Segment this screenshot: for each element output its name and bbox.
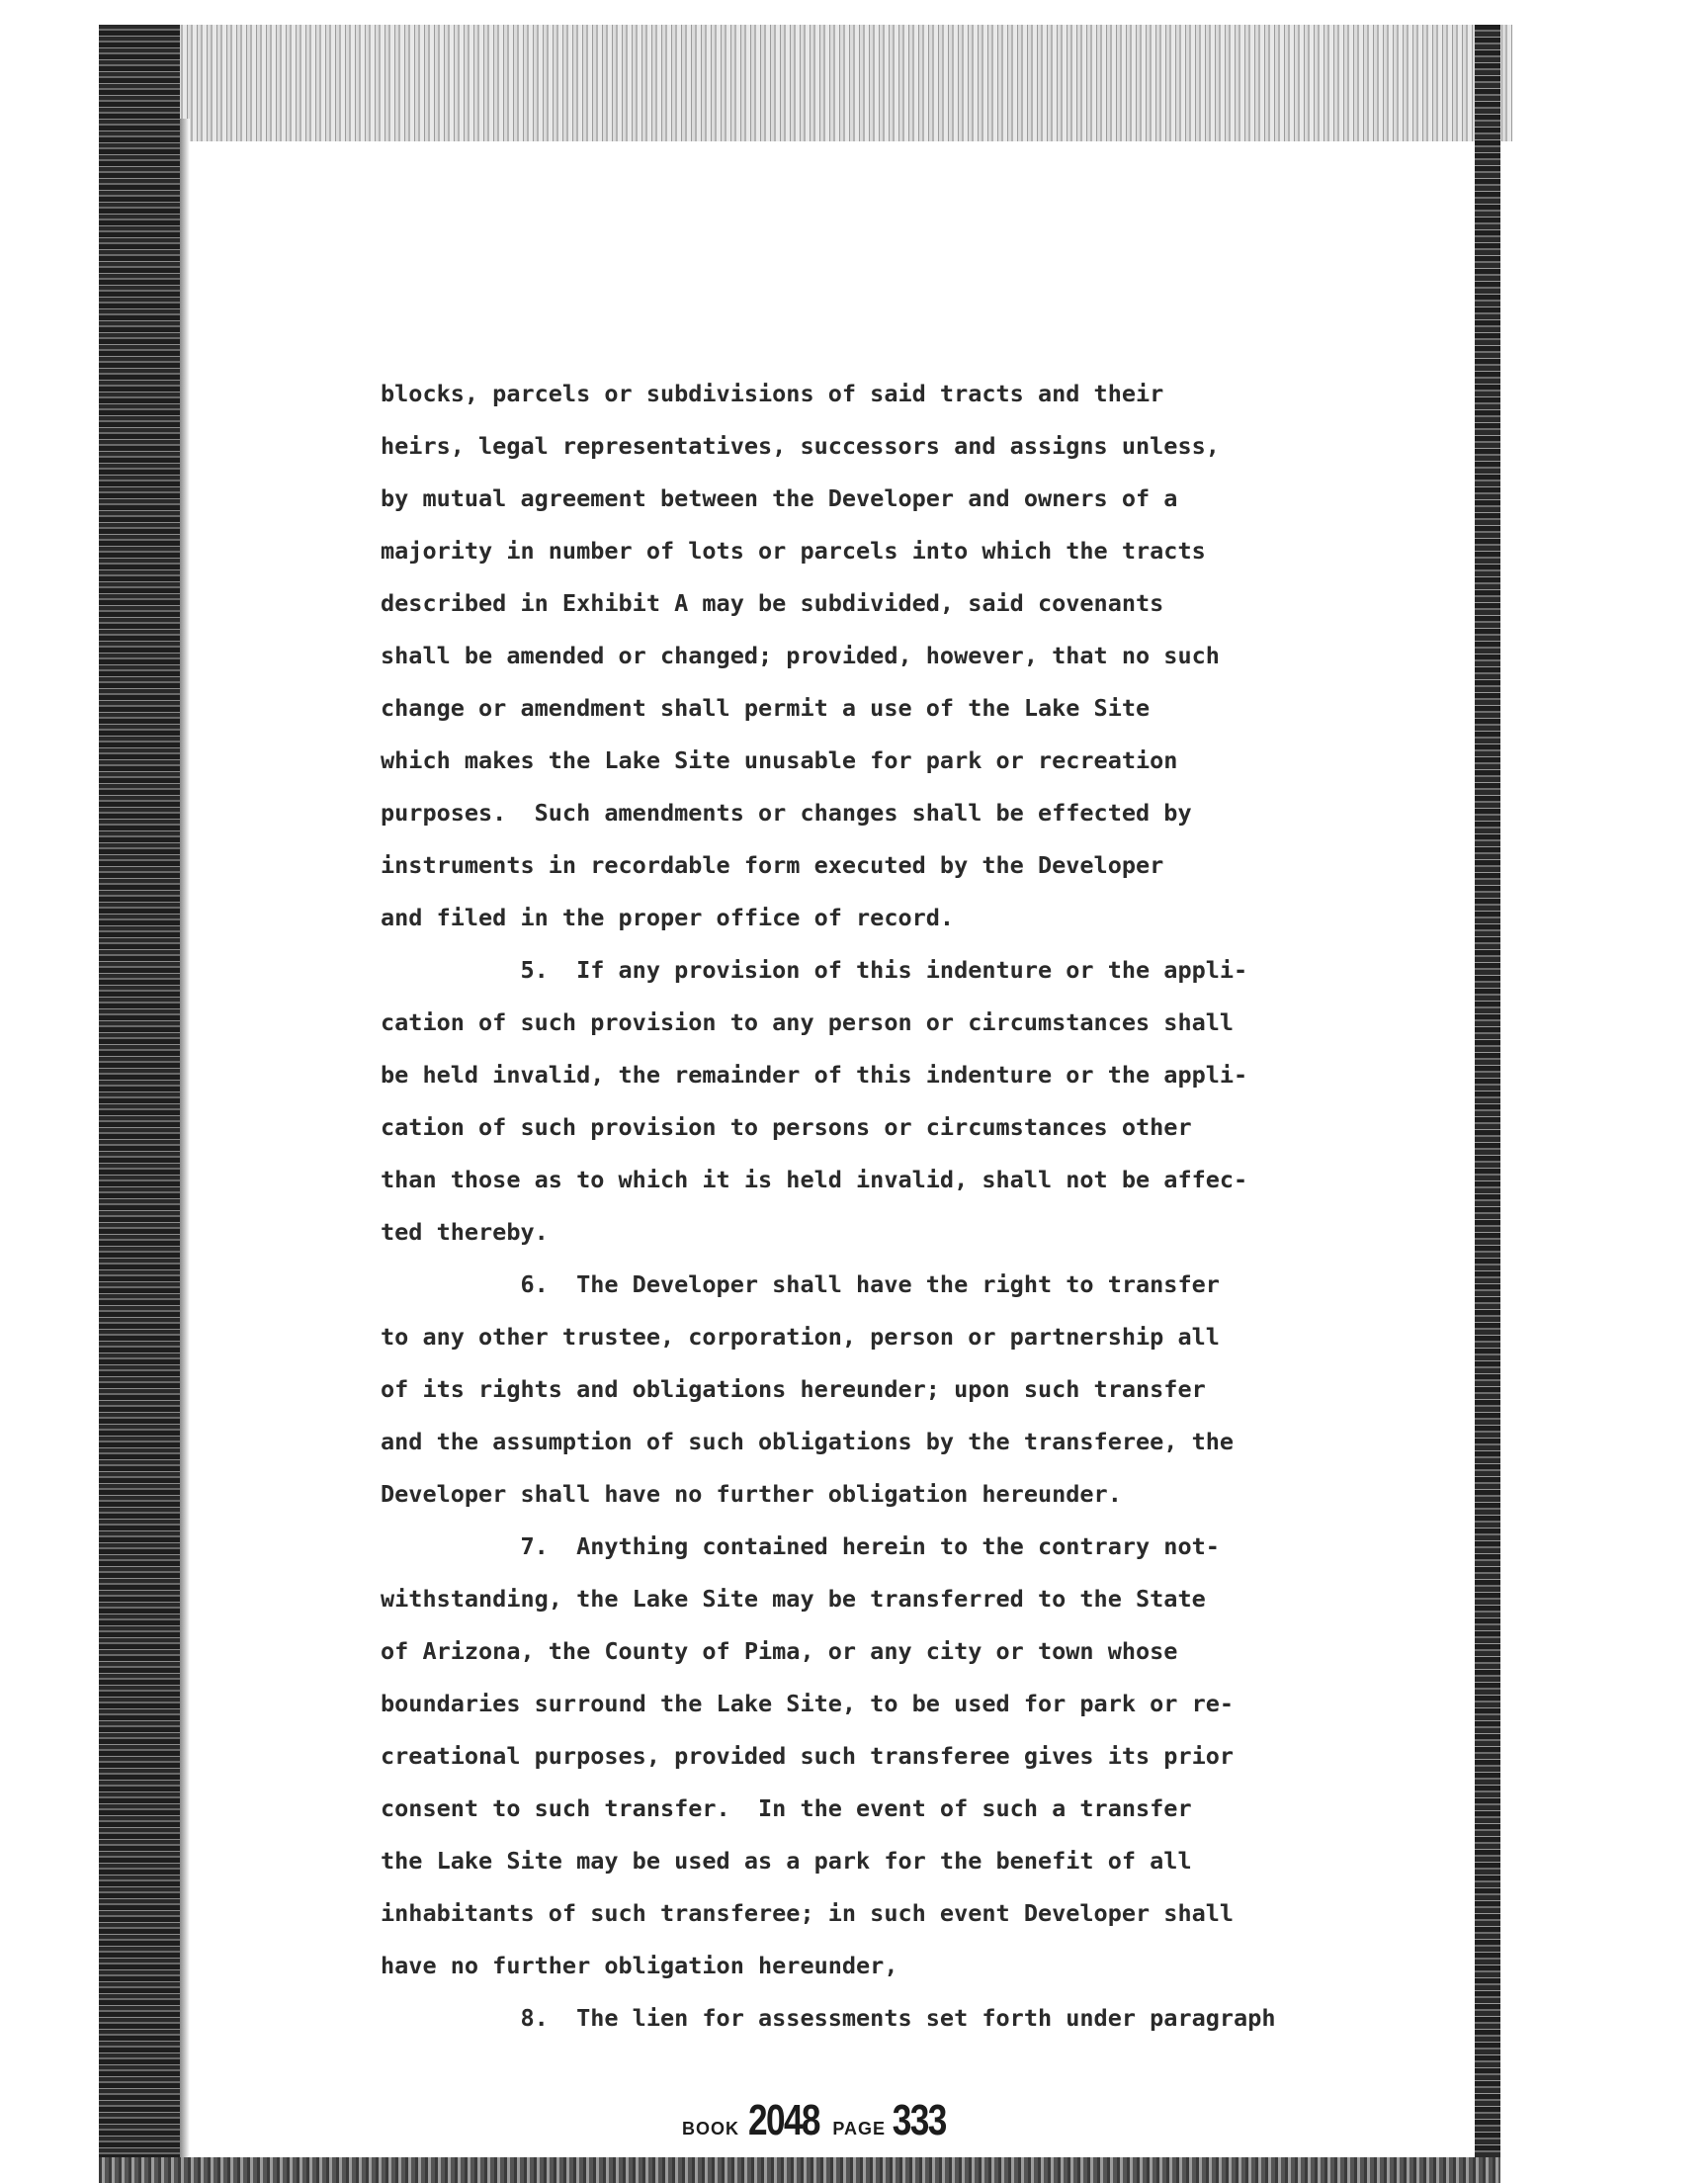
body-line: of Arizona, the County of Pima, or any city or town whose [381,1637,1178,1665]
recording-stamp [682,2096,952,2145]
document-body [381,368,1409,2045]
body-line: cation of such provision to persons or circumstances other [381,1113,1192,1141]
body-line: shall be amended or changed; provided, however, that no such [381,642,1220,669]
body-line: have no further obligation hereunder, [381,1952,898,1979]
body-line: withstanding, the Lake Site may be transferred to the State [381,1585,1206,1613]
body-line: inhabitants of such transferee; in such event Developer shall [381,1899,1235,1927]
body-line: ted thereby. [381,1218,549,1246]
body-line: 6. The Developer shall have the right to transfer [381,1270,1220,1298]
scan-border-left-shadow [180,119,190,2165]
body-line: and filed in the proper office of record. [381,904,955,931]
scan-border-right [1475,25,1500,2180]
body-line: the Lake Site may be used as a park for the benefit of all [381,1847,1192,1875]
body-line: heirs, legal representatives, successors and assigns unless, [381,432,1220,460]
book-number: 2048 [747,2096,819,2144]
body-line: 8. The lien for assessments set forth under paragraph [381,2004,1276,2032]
scan-border-bottom [99,2157,1500,2183]
page-label: PAGE [832,2119,887,2139]
body-line: Developer shall have no further obligation hereunder. [381,1480,1122,1508]
body-line: 5. If any provision of this indenture or the appli- [381,956,1248,984]
body-line: by mutual agreement between the Developer and owners of a [381,484,1178,512]
body-line: which makes the Lake Site unusable for park or recreation [381,746,1178,774]
body-line: creational purposes, provided such transferee gives its prior [381,1742,1235,1770]
body-line: boundaries surround the Lake Site, to be used for park or re- [381,1690,1235,1717]
scan-border-top [128,25,1512,141]
body-line: consent to such transfer. In the event of such a transfer [381,1794,1192,1822]
body-line: cation of such provision to any person or circumstances shall [381,1008,1235,1036]
body-line: of its rights and obligations hereunder; upon such transfer [381,1375,1206,1403]
body-line: described in Exhibit A may be subdivided, said covenants [381,589,1164,617]
body-line: instruments in recordable form executed by the Developer [381,851,1164,879]
body-line: 7. Anything contained herein to the contrary not- [381,1532,1220,1560]
body-line: be held invalid, the remainder of this indenture or the appli- [381,1061,1248,1089]
body-line: than those as to which it is held invalid, shall not be affec- [381,1166,1248,1193]
page-number: 333 [892,2096,946,2144]
body-line: to any other trustee, corporation, person or partnership all [381,1323,1220,1351]
body-line: blocks, parcels or subdivisions of said tracts and their [381,380,1164,407]
body-line: change or amendment shall permit a use of the Lake Site [381,694,1151,722]
body-line: purposes. Such amendments or changes shall be effected by [381,799,1192,827]
scan-border-left [99,25,180,2180]
body-line: majority in number of lots or parcels into which the tracts [381,537,1206,565]
book-label: BOOK [682,2119,739,2139]
body-line: and the assumption of such obligations by the transferee, the [381,1428,1235,1455]
